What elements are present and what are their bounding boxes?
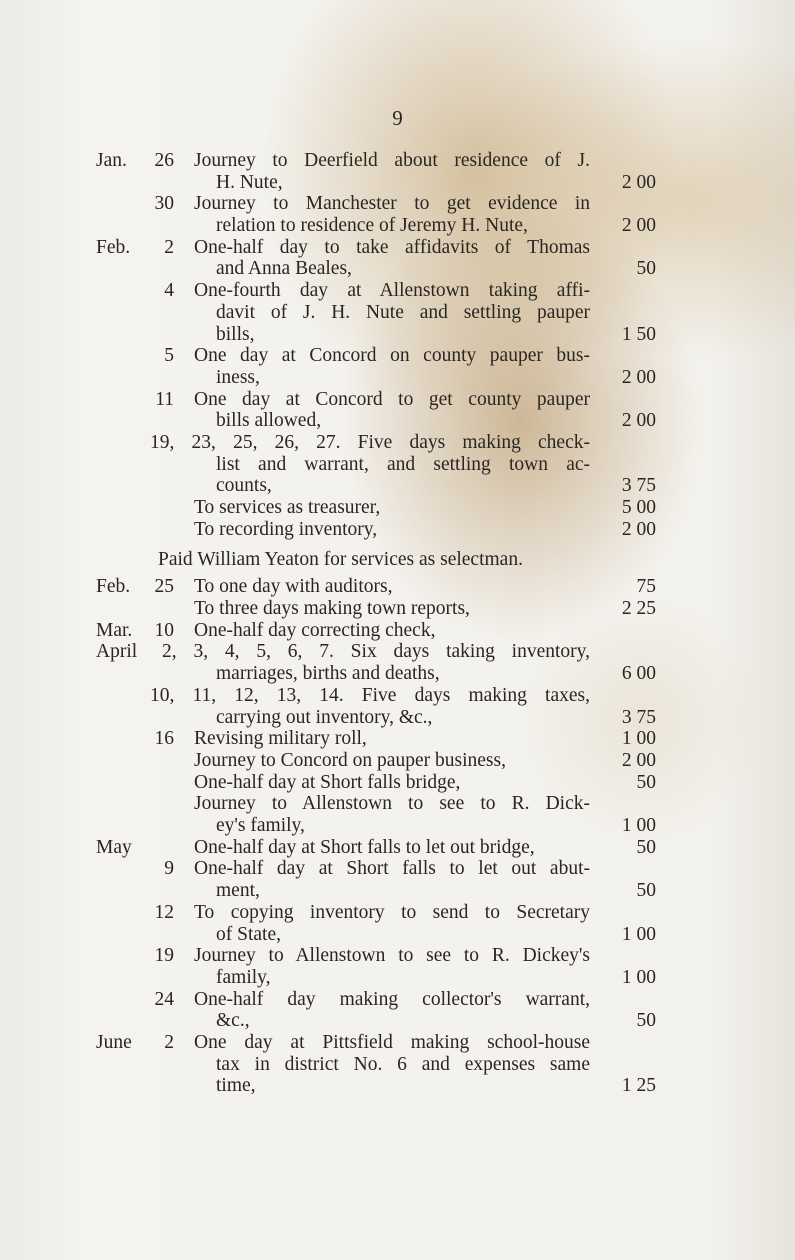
ledger-line <box>0 772 795 794</box>
ledger-line <box>0 150 795 172</box>
entry-amount: 50 <box>636 880 656 901</box>
entry-description: One-half day at Short falls bridge, <box>194 772 461 793</box>
ledger-line <box>0 1032 795 1054</box>
entry-description: tax in district No. 6 and expenses same <box>216 1054 590 1075</box>
entry-description: relation to residence of Jeremy H. Nute, <box>216 215 528 236</box>
entry-amount: 75 <box>636 576 656 597</box>
entry-day: 12 <box>154 902 174 923</box>
ledger-line <box>0 620 795 642</box>
entry-description: One-half day at Short falls to let out abut- <box>194 858 590 879</box>
entry-amount: 1 50 <box>621 324 656 345</box>
ledger-line <box>0 598 795 620</box>
entry-amount: 1 25 <box>621 1075 656 1096</box>
entry-amount: 6 00 <box>621 663 656 684</box>
ledger-line <box>0 549 795 571</box>
ledger-line <box>0 750 795 772</box>
ledger-line <box>0 1075 795 1097</box>
entry-amount: 50 <box>636 772 656 793</box>
entry-amount: 1 00 <box>621 815 656 836</box>
entry-description: 19, 23, 25, 26, 27. Five days making check- <box>150 432 590 453</box>
ledger-line <box>0 707 795 729</box>
entry-description: To recording inventory, <box>194 519 378 540</box>
entry-description: Paid William Yeaton for services as selectman. <box>158 549 523 570</box>
ledger-line <box>0 497 795 519</box>
entry-day: 16 <box>154 728 174 749</box>
ledger-line <box>0 172 795 194</box>
entry-description: One day at Concord on county pauper bus- <box>194 345 590 366</box>
entry-amount: 1 00 <box>621 728 656 749</box>
ledger-line <box>0 945 795 967</box>
entry-description: Journey to Deerfield about residence of J. <box>194 150 590 171</box>
ledger-line <box>0 237 795 259</box>
entry-description: ment, <box>216 880 260 901</box>
entry-amount: 50 <box>636 1010 656 1031</box>
page-number: 9 <box>392 106 403 130</box>
entry-description: H. Nute, <box>216 172 283 193</box>
ledger-line <box>0 410 795 432</box>
ledger-line <box>0 685 795 707</box>
entry-month: Feb. <box>96 237 131 258</box>
ledger-line <box>0 215 795 237</box>
entry-description: One-half day making collector's warrant, <box>194 989 590 1010</box>
entry-amount: 1 00 <box>621 924 656 945</box>
ledger-line <box>0 367 795 389</box>
ledger-line <box>0 258 795 280</box>
entry-day: 9 <box>164 858 174 879</box>
ledger-line <box>0 663 795 685</box>
entry-day: 11 <box>155 389 174 410</box>
entry-day: 2 <box>164 237 174 258</box>
entry-day: 2 <box>164 1032 174 1053</box>
entry-amount: 50 <box>636 258 656 279</box>
entry-amount: 2 25 <box>621 598 656 619</box>
entry-description: To three days making town reports, <box>194 598 470 619</box>
entry-day: 26 <box>154 150 174 171</box>
entry-amount: 2 00 <box>621 410 656 431</box>
ledger-line <box>0 728 795 750</box>
entry-description: carrying out inventory, &c., <box>216 707 433 728</box>
entry-description: of State, <box>216 924 281 945</box>
entry-description: iness, <box>216 367 260 388</box>
entry-day: 19 <box>154 945 174 966</box>
ledger-line <box>0 302 795 324</box>
entry-amount: 3 75 <box>621 475 656 496</box>
entry-description: 10, 11, 12, 13, 14. Five days making taxes, <box>150 685 590 706</box>
entry-day: 24 <box>154 989 174 1010</box>
entry-month: Jan. <box>96 150 127 171</box>
entry-description: marriages, births and deaths, <box>216 663 440 684</box>
entry-description: davit of J. H. Nute and settling pauper <box>216 302 590 323</box>
entry-amount: 5 00 <box>621 497 656 518</box>
entry-description: family, <box>216 967 271 988</box>
entry-description: Journey to Allenstown to see to R. Dickey's <box>194 945 590 966</box>
entry-amount: 1 00 <box>621 967 656 988</box>
entry-month: April <box>96 641 138 662</box>
entry-description: One-half day to take affidavits of Thomas <box>194 237 590 258</box>
entry-amount: 2 00 <box>621 519 656 540</box>
ledger-line <box>0 519 795 541</box>
ledger-line <box>0 193 795 215</box>
ledger-line <box>0 989 795 1011</box>
entry-description: Journey to Manchester to get evidence in <box>194 193 590 214</box>
entry-description: One day at Pittsfield making school-house <box>194 1032 590 1053</box>
ledger-line <box>0 924 795 946</box>
entry-description: ey's family, <box>216 815 305 836</box>
ledger-line <box>0 858 795 880</box>
entry-description: To copying inventory to send to Secretary <box>194 902 590 923</box>
entry-month: Mar. <box>96 620 133 641</box>
ledger-line <box>0 641 795 663</box>
ledger-line <box>0 454 795 476</box>
ledger-line <box>0 837 795 859</box>
entry-description: bills, <box>216 324 255 345</box>
ledger-line <box>0 475 795 497</box>
entry-description: list and warrant, and settling town ac- <box>216 454 590 475</box>
entry-description: &c., <box>216 1010 250 1031</box>
entry-description: 2, 3, 4, 5, 6, 7. Six days taking inventory, <box>162 641 590 662</box>
entry-description: To one day with auditors, <box>194 576 393 597</box>
ledger-line <box>0 902 795 924</box>
entry-description: One day at Concord to get county pauper <box>194 389 590 410</box>
ledger-line <box>0 324 795 346</box>
entry-amount: 2 00 <box>621 367 656 388</box>
entry-day: 30 <box>154 193 174 214</box>
ledger-line <box>0 1054 795 1076</box>
entry-amount: 2 00 <box>621 750 656 771</box>
entry-description: bills allowed, <box>216 410 322 431</box>
ledger-line <box>0 967 795 989</box>
ledger-line <box>0 345 795 367</box>
ledger-line <box>0 815 795 837</box>
entry-day: 25 <box>154 576 174 597</box>
entry-description: One-fourth day at Allenstown taking affi- <box>194 280 590 301</box>
entry-month: Feb. <box>96 576 131 597</box>
entry-description: Journey to Allenstown to see to R. Dick- <box>194 793 590 814</box>
entry-description: One-half day at Short falls to let out bridge, <box>194 837 535 858</box>
ledger-line <box>0 432 795 454</box>
ledger-line <box>0 389 795 411</box>
ledger-line <box>0 280 795 302</box>
entry-amount: 50 <box>636 837 656 858</box>
entry-amount: 2 00 <box>621 215 656 236</box>
entry-description: and Anna Beales, <box>216 258 352 279</box>
ledger-line <box>0 880 795 902</box>
entry-description: To services as treasurer, <box>194 497 381 518</box>
entry-month: June <box>96 1032 132 1053</box>
entry-amount: 3 75 <box>621 707 656 728</box>
entry-description: time, <box>216 1075 256 1096</box>
entry-day: 4 <box>164 280 174 301</box>
entry-description: Revising military roll, <box>194 728 367 749</box>
entry-month: May <box>96 837 132 858</box>
entry-amount: 2 00 <box>621 172 656 193</box>
entry-description: Journey to Concord on pauper business, <box>194 750 506 771</box>
entry-day: 5 <box>164 345 174 366</box>
ledger-line <box>0 576 795 598</box>
ledger-line <box>0 793 795 815</box>
entry-description: One-half day correcting check, <box>194 620 436 641</box>
entry-day: 10 <box>154 620 174 641</box>
ledger-line <box>0 1010 795 1032</box>
entry-description: counts, <box>216 475 272 496</box>
